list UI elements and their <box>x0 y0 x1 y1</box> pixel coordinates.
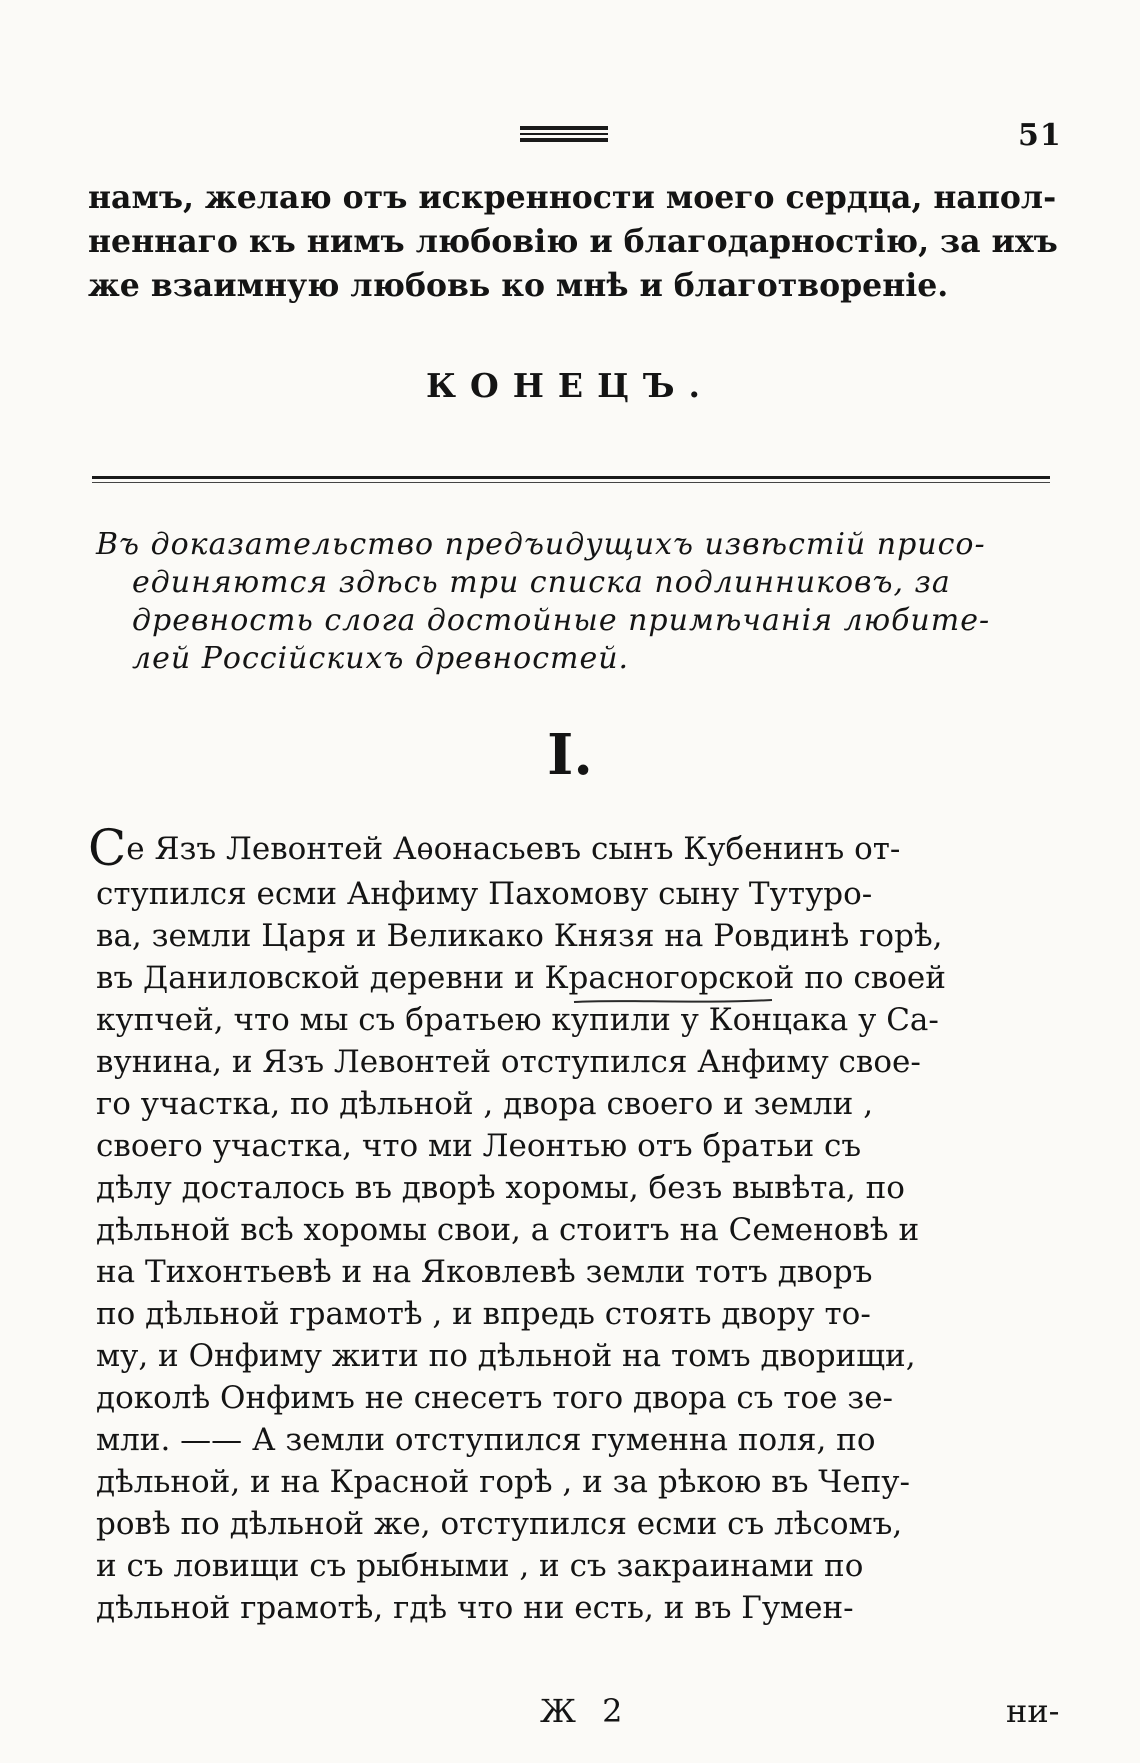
text-line: му, и Онфиму жити по дѣльной на томъ дворищи, <box>96 1338 916 1374</box>
text-line: дѣлу досталось въ дворѣ хоромы, безъ вывѣта, по <box>96 1170 905 1206</box>
note-line: единяются здѣсь три списка подлинниковъ, за <box>132 565 951 600</box>
end-title: КОНЕЦЪ. <box>425 366 715 405</box>
text-line: ровѣ по дѣльной же, отступился есми съ лѣсомъ, <box>96 1506 903 1542</box>
section-divider <box>92 476 1050 479</box>
section-number: I. <box>547 722 593 788</box>
page-number: 51 <box>1018 118 1062 153</box>
text-line: ступился есми Анфиму Пахомову сыну Тутуро- <box>96 876 873 912</box>
text-line: дѣльной всѣ хоромы свои, а стоитъ на Семеновѣ и <box>96 1212 920 1248</box>
text-line: на Тихонтьевѣ и на Яковлевѣ земли тотъ дворъ <box>96 1254 873 1290</box>
text-line: въ Даниловской деревни и Красногорской по своей <box>96 960 946 996</box>
text-line: своего участка, что ми Леонтью отъ братьи съ <box>96 1128 862 1164</box>
drop-cap: С <box>88 819 127 877</box>
text-line: доколѣ Онфимъ не снесетъ того двора съ тое зе- <box>96 1380 894 1416</box>
text-line: ва, земли Царя и Великако Князя на Ровдинѣ горѣ, <box>96 918 943 954</box>
text-line: и съ ловищи съ рыбными , и съ закраинами по <box>96 1548 864 1584</box>
ornament-rule <box>520 138 608 142</box>
ornament-rule <box>520 133 608 135</box>
text-line <box>88 819 901 877</box>
text-line: намъ, желаю отъ искренности моего сердца, напол- <box>88 179 1057 216</box>
text-line: дѣльной грамотѣ, гдѣ что ни есть, и въ Гумен- <box>96 1590 854 1626</box>
text-line: купчей, что мы съ братьею купили у Концака у Са- <box>96 1002 939 1038</box>
text-line: же взаимную любовь ко мнѣ и благотвореніе. <box>88 267 949 304</box>
text-line: го участка, по дѣльной , двора своего и земли , <box>96 1086 874 1122</box>
note-line: древность слога достойные примѣчанія любите- <box>132 603 991 638</box>
text-line: неннаго къ нимъ любовію и благодарностію, за ихъ <box>88 223 1058 260</box>
catchword: ни- <box>1006 1692 1060 1730</box>
header-ornament <box>520 126 608 146</box>
note-line: Въ доказательство предъидущихъ извѣстій присо- <box>96 527 986 562</box>
handwritten-underline <box>572 997 774 1005</box>
first-line-text: е Язъ Левонтей Аѳонасьевъ сынъ Кубенинъ от- <box>126 831 901 867</box>
text-line: дѣльной, и на Красной горѣ , и за рѣкою въ Чепу- <box>96 1464 910 1500</box>
text-line: по дѣльной грамотѣ , и впредь стоять двору то- <box>96 1296 871 1332</box>
signature-mark: Ж 2 <box>540 1692 631 1730</box>
ornament-rule <box>520 126 608 130</box>
note-line: лей Россійскихъ древностей. <box>132 641 630 676</box>
text-line: мли. —— А земли отступился гуменна поля, по <box>96 1422 876 1458</box>
text-line: вунина, и Язъ Левонтей отступился Анфиму свое- <box>96 1044 921 1080</box>
section-divider-thin <box>92 482 1050 483</box>
